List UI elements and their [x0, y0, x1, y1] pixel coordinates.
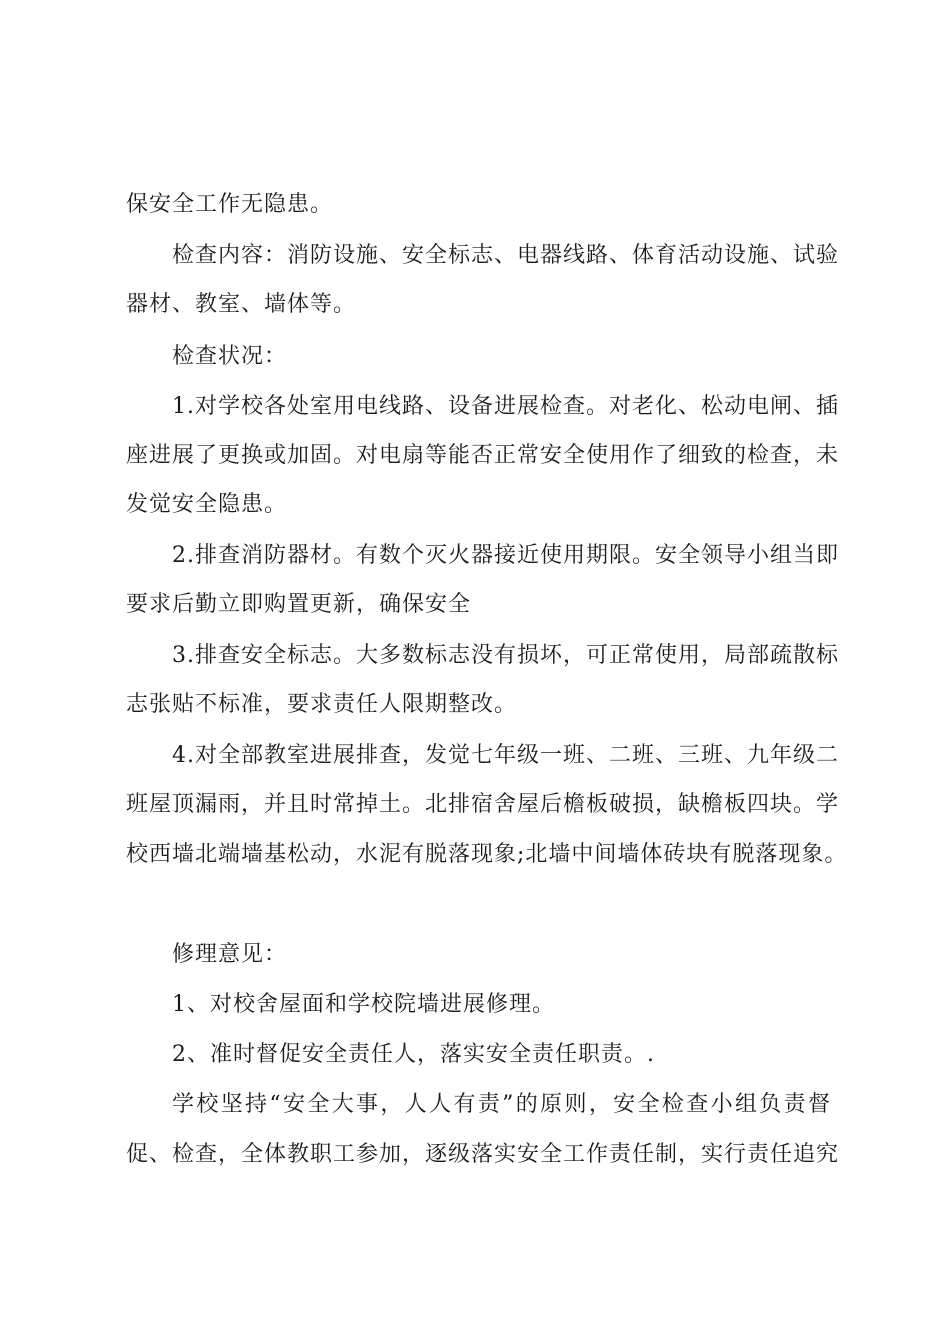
- text-line: 学校坚持“安全大事，人人有责”的原则，安全检查小组负责督: [172, 1092, 831, 1117]
- text-line: 检查内容：消防设施、安全标志、电器线路、体育活动设施、试验: [172, 243, 840, 268]
- text-line: 班屋顶漏雨，并且时常掉土。北排宿舍屋后檐板破损，缺檐板四块。学: [126, 792, 840, 817]
- text-line: 2、准时督促安全责任人，落实安全责任职责。.: [172, 1042, 655, 1067]
- text-line: 发觉安全隐患。: [126, 492, 288, 517]
- text-line: 1、对校舍屋面和学校院墙进展修理。: [172, 992, 555, 1017]
- text-line: 3.排查安全标志。大多数标志没有损坏，可正常使用，局部疏散标: [172, 643, 839, 668]
- text-line: 检查状况：: [172, 344, 288, 369]
- text-line: 校西墙北端墙基松动，水泥有脱落现象;北墙中间墙体砖块有脱落现象。: [126, 842, 848, 867]
- text-line: 2.排查消防器材。有数个灭火器接近使用期限。安全领导小组当即: [172, 543, 839, 568]
- text-line: 4.对全部教室进展排查，发觉七年级一班、二班、三班、九年级二: [172, 743, 839, 768]
- text-line: 器材、教室、墙体等。: [126, 292, 357, 317]
- text-line: 1.对学校各处室用电线路、设备进展检查。对老化、松动电闸、插: [172, 394, 839, 419]
- text-line: 要求后勤立即购置更新，确保安全: [126, 592, 472, 617]
- text-line: 保安全工作无隐患。: [126, 192, 334, 217]
- text-line: 座进展了更换或加固。对电扇等能否正常安全使用作了细致的检查，未: [126, 443, 840, 468]
- section-heading: 修理意见：: [172, 942, 288, 967]
- text-line: 促、检查，全体教职工参加，逐级落实安全工作责任制，实行责任追究: [126, 1142, 840, 1167]
- text-line: 志张贴不标准，要求责任人限期整改。: [126, 692, 518, 717]
